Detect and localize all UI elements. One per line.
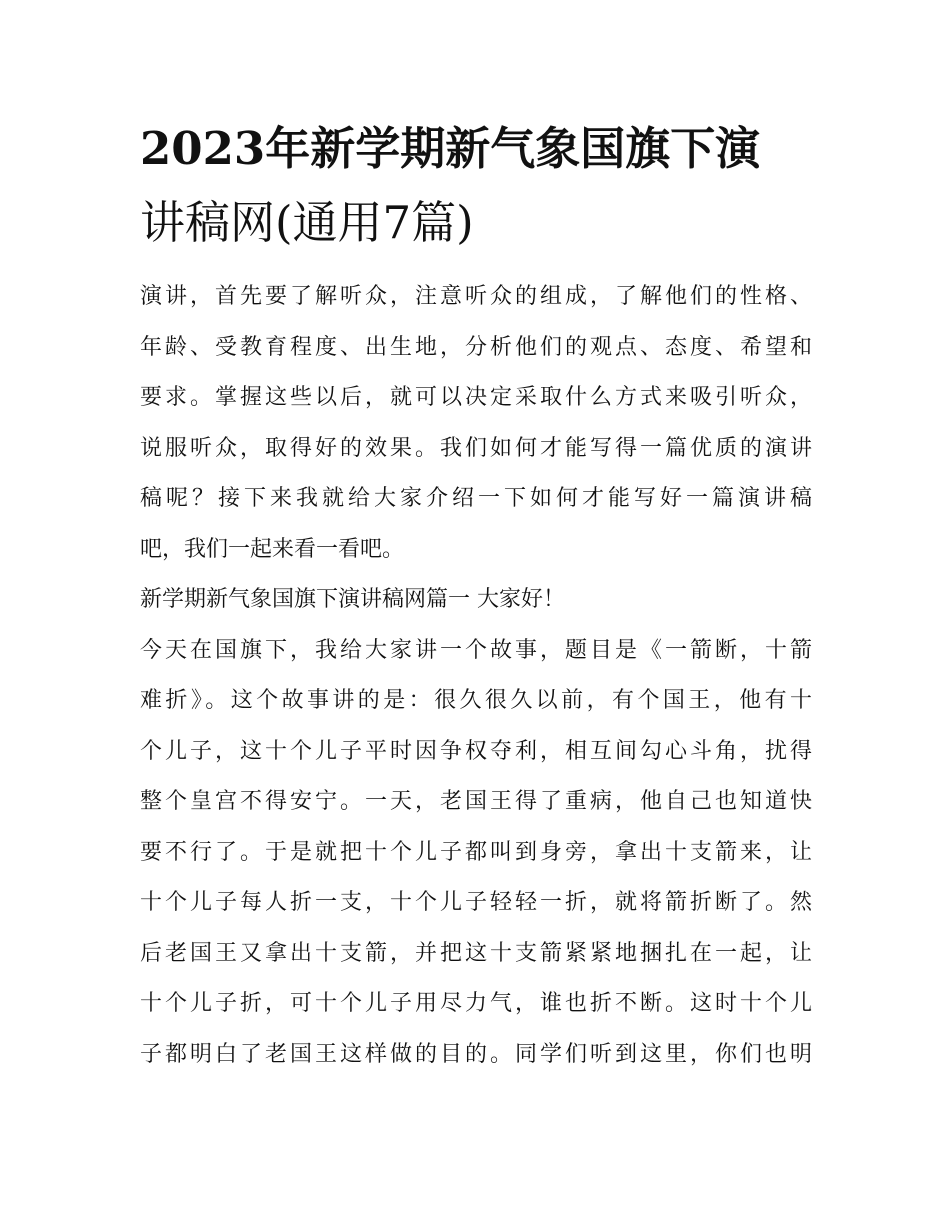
body-line: 难折》。这个故事讲的是：很久很久以前，有个国王，他有十 [140, 688, 812, 713]
body-line: 十个儿子折，可十个儿子用尽力气，谁也折不断。这时十个儿 [140, 991, 812, 1016]
body-line: 子都明白了老国王这样做的目的。同学们听到这里，你们也明 [140, 1041, 812, 1067]
body-line: 稿呢？接下来我就给大家介绍一下如何才能写好一篇演讲稿 [140, 486, 812, 511]
title-line-2: 讲稿网(通用7篇) [140, 196, 474, 249]
body-line: 后老国王又拿出十支箭，并把这十支箭紧紧地捆扎在一起，让 [140, 940, 812, 966]
body-line: 年龄、受教育程度、出生地，分析他们的观点、态度、希望和 [140, 334, 812, 360]
document-title [140, 112, 812, 260]
body-line: 新学期新气象国旗下演讲稿网篇一 大家好！ [140, 587, 565, 612]
body-line: 个儿子，这十个儿子平时因争权夺利，相互间勾心斗角，扰得 [140, 738, 812, 764]
body-line: 说服听众，取得好的效果。我们如何才能写得一篇优质的演讲 [140, 435, 812, 461]
body-line: 吧，我们一起来看一看吧。 [140, 536, 405, 562]
body-line: 今天在国旗下，我给大家讲一个故事，题目是《一箭断，十箭 [140, 637, 812, 663]
body-line: 十个儿子每人折一支，十个儿子轻轻一折，就将箭折断了。然 [140, 890, 812, 915]
document-body [140, 272, 812, 1080]
body-line: 整个皇宫不得安宁。一天，老国王得了重病，他自己也知道快 [140, 789, 812, 814]
body-line: 要求。掌握这些以后，就可以决定采取什么方式来吸引听众， [140, 385, 812, 410]
document-page [140, 112, 812, 1080]
title-line-1: 2023年新学期新气象国旗下演 [140, 122, 761, 175]
body-line: 演讲，首先要了解听众，注意听众的组成，了解他们的性格、 [140, 284, 812, 309]
body-line: 要不行了。于是就把十个儿子都叫到身旁，拿出十支箭来，让 [140, 839, 812, 865]
